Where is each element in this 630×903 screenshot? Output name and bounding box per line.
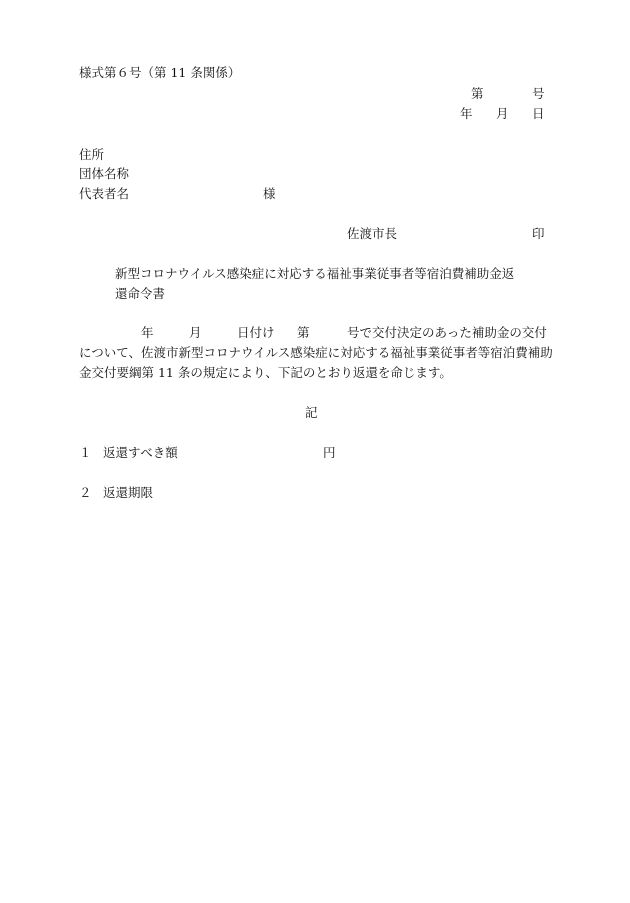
document-title-line2: 還命令書 [115, 286, 166, 301]
item-2-label: 返還期限 [103, 485, 154, 500]
body-year: 年 [141, 325, 154, 340]
body-no: 第 [297, 325, 310, 340]
body-line1-rest: 号で交付決定のあった補助金の交付 [347, 325, 547, 340]
item-1-label: 返還すべき額 [103, 445, 178, 460]
representative-label: 代表者名 [79, 186, 130, 201]
body-dated: 日付け [237, 325, 275, 340]
honorific-sama: 様 [263, 186, 276, 201]
ki-heading: 記 [305, 405, 318, 420]
date-year: 年 [460, 106, 473, 121]
doc-number-suffix: 号 [532, 86, 545, 101]
body-line3: 金交付要綱第 11 条の規定により、下記のとおり返還を命じます。 [79, 365, 452, 380]
document-title-line1: 新型コロナウイルス感染症に対応する福祉事業従事者等宿泊費補助金返 [115, 266, 515, 281]
issuer-title: 佐渡市長 [347, 226, 398, 241]
item-2-number: ２ [79, 485, 92, 500]
date-day: 日 [532, 106, 545, 121]
address-label: 住所 [79, 147, 105, 162]
form-label: 様式第６号（第 11 条関係） [79, 65, 241, 80]
item-1-yen: 円 [323, 445, 336, 460]
date-month: 月 [496, 106, 509, 121]
doc-number-prefix: 第 [471, 86, 484, 101]
body-line2: について、佐渡市新型コロナウイルス感染症に対応する福祉事業従事者等宿泊費補助 [79, 345, 553, 360]
seal-mark: 印 [532, 226, 545, 241]
org-name-label: 団体名称 [79, 166, 130, 181]
body-month: 月 [189, 325, 202, 340]
item-1-number: １ [79, 445, 92, 460]
